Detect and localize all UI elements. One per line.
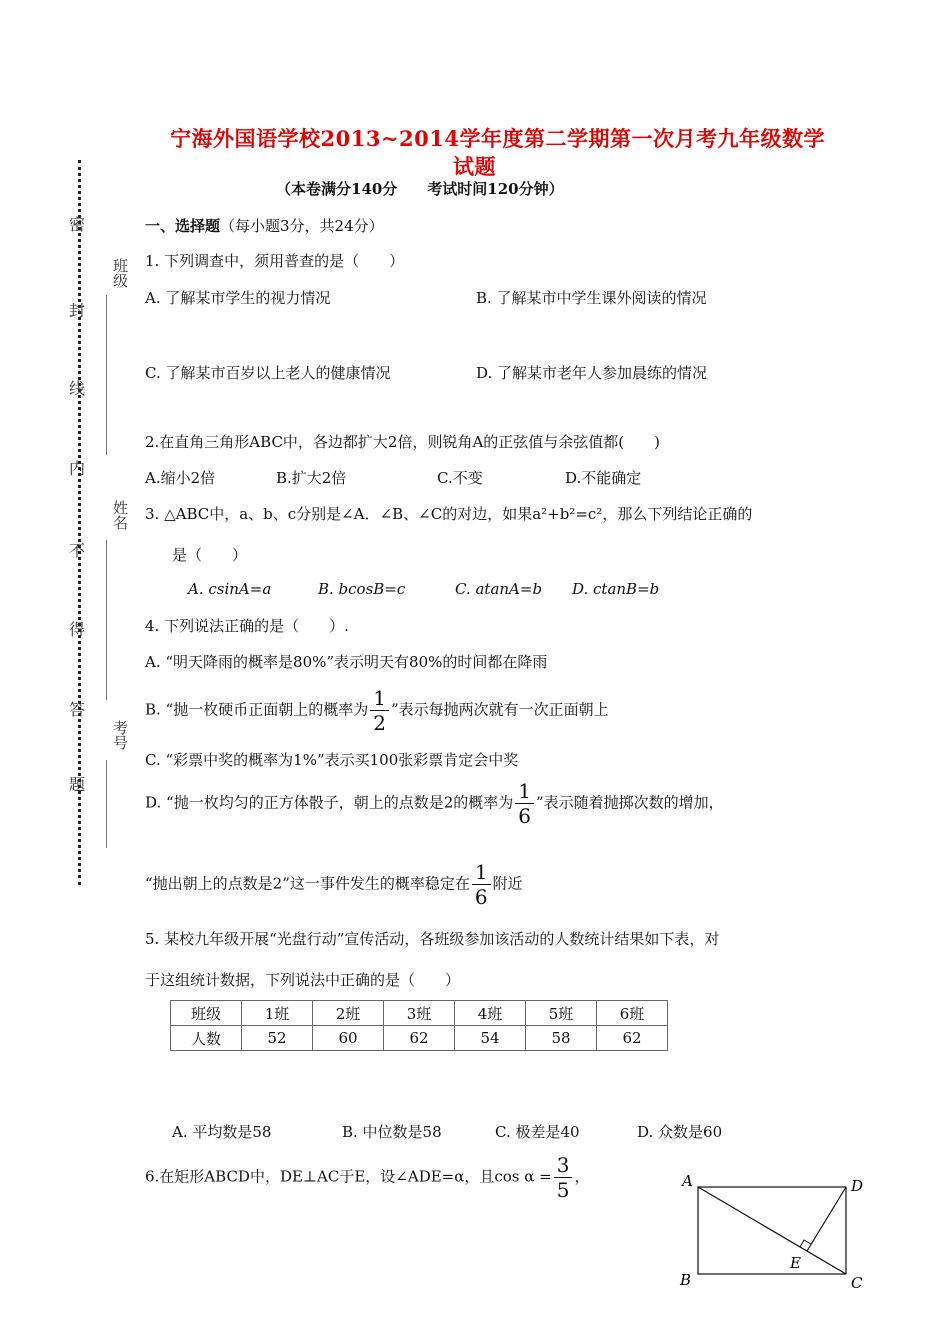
- q4-option-c: C. “彩票中奖的概率为1%”表示买100张彩票肯定会中奖: [145, 751, 519, 769]
- label-b: B: [680, 1271, 692, 1289]
- table-cell: 52: [242, 1026, 313, 1051]
- fraction: $\frac{1}{2}$: [370, 688, 389, 733]
- q5-option-d: D. 众数是60: [637, 1123, 723, 1141]
- name-fill-line: [106, 540, 107, 700]
- name-label: 姓名: [111, 500, 129, 530]
- q5-option-c: C. 极差是40: [495, 1123, 580, 1141]
- table-cell: 58: [526, 1026, 597, 1051]
- q2-option-b: B.扩大2倍: [276, 469, 347, 487]
- label-e: E: [790, 1254, 801, 1272]
- q2-stem: 2.在直角三角形ABC中，各边都扩大2倍，则锐角A的正弦值与余弦值都( ): [145, 433, 661, 451]
- table-row: [171, 1001, 668, 1026]
- q5-stem: 5. 某校九年级开展“光盘行动”宣传活动，各班级参加该活动的人数统计结果如下表，对: [145, 930, 720, 948]
- rectangle-figure: [670, 1165, 880, 1295]
- q1-option-b: B. 了解某市中学生课外阅读的情况: [476, 289, 707, 307]
- page-title: 宁海外国语学校2013~2014学年度第二学期第一次月考九年级数学: [170, 126, 825, 151]
- number-fill-line: [106, 760, 107, 848]
- table-cell: 60: [313, 1026, 384, 1051]
- q3-option-d: D. ctanB=b: [572, 580, 660, 598]
- fraction: $\frac{1}{6}$: [472, 862, 491, 907]
- binding-char: 密: [69, 215, 86, 234]
- label-a: A: [682, 1172, 693, 1190]
- section-heading: [145, 215, 384, 236]
- q5-option-b: B. 中位数是58: [342, 1123, 442, 1141]
- q4-option-d: D. “抛一枚均匀的正方体骰子，朝上的点数是2的概率为 $\frac{1}{6}$ ”表示随着抛掷次数的增加，: [145, 779, 724, 828]
- table-cell: 人数: [171, 1026, 242, 1051]
- q5-option-a: A. 平均数是58: [172, 1123, 272, 1141]
- q3-stem: 3. △ABC中，a、b、c分别是∠A．∠B、∠C的对边，如果a²+b²=c²，那么下列结论正确的: [145, 505, 753, 523]
- label-c: C: [851, 1274, 863, 1292]
- table-cell: 3班: [384, 1001, 455, 1026]
- q1-option-d: D. 了解某市老年人参加晨练的情况: [476, 364, 708, 382]
- q4-option-b: B. “抛一枚硬币正面朝上的概率为 $\frac{1}{2}$ ”表示每抛两次就有一次正面朝上: [145, 686, 609, 735]
- table-cell: 62: [597, 1026, 668, 1051]
- table-cell: 5班: [526, 1001, 597, 1026]
- binding-char: 内: [69, 459, 86, 478]
- class-label: 班级: [111, 258, 129, 288]
- q3-stem-line2: 是（ ）: [172, 546, 248, 564]
- binding-char: 答: [69, 700, 86, 719]
- binding-char: 封: [69, 301, 86, 320]
- fraction: $\frac{3}{5}$: [554, 1155, 573, 1200]
- class-fill-line: [106, 295, 107, 455]
- q1-stem: 1. 下列调查中，须用普查的是（ ）: [145, 252, 405, 270]
- table-row: [171, 1026, 668, 1051]
- q3-option-b: B. bcosB=c: [318, 580, 406, 598]
- q6-stem: 6.在矩形ABCD中，DE⊥AC于E，设∠ADE=α，且cos α = $\frac{3}{5}$ ，: [145, 1153, 590, 1202]
- q4-option-d-line2: “抛出朝上的点数是2”这一事件发生的概率稳定在 $\frac{1}{6}$ 附近: [145, 860, 523, 909]
- binding-char: 不: [69, 541, 86, 560]
- q2-option-a: A.缩小2倍: [145, 469, 216, 487]
- number-label: 考号: [111, 720, 129, 750]
- q5-table: [170, 1000, 668, 1051]
- table-cell: 班级: [171, 1001, 242, 1026]
- binding-char: 题: [69, 775, 86, 794]
- table-cell: 2班: [313, 1001, 384, 1026]
- label-d: D: [851, 1177, 864, 1195]
- binding-char: 线: [69, 379, 86, 398]
- page-title-line2: 试题: [453, 154, 496, 179]
- q5-stem-line2: 于这组统计数据，下列说法中正确的是（ ）: [145, 971, 461, 989]
- q2-option-c: C.不变: [437, 469, 483, 487]
- table-cell: 4班: [455, 1001, 526, 1026]
- table-cell: 6班: [597, 1001, 668, 1026]
- q4-option-a: A. “明天降雨的概率是80%”表示明天有80%的时间都在降雨: [145, 653, 548, 671]
- q3-option-c: C. atanA=b: [455, 580, 543, 598]
- q2-option-d: D.不能确定: [565, 469, 642, 487]
- binding-char: 得: [69, 620, 86, 639]
- section-note: （每小题3分，共24分）: [220, 217, 384, 235]
- fraction: $\frac{1}{6}$: [515, 781, 534, 826]
- q1-option-c: C. 了解某市百岁以上老人的健康情况: [145, 364, 391, 382]
- q1-option-a: A. 了解某市学生的视力情况: [145, 289, 331, 307]
- section-title: 一、选择题: [145, 217, 221, 235]
- table-cell: 62: [384, 1026, 455, 1051]
- table-cell: 1班: [242, 1001, 313, 1026]
- table-cell: 54: [455, 1026, 526, 1051]
- q4-stem: 4. 下列说法正确的是（ ）.: [145, 617, 349, 635]
- q3-option-a: A. csinA=a: [188, 580, 272, 598]
- page-subtitle: （本卷满分140分 考试时间120分钟）: [276, 180, 564, 198]
